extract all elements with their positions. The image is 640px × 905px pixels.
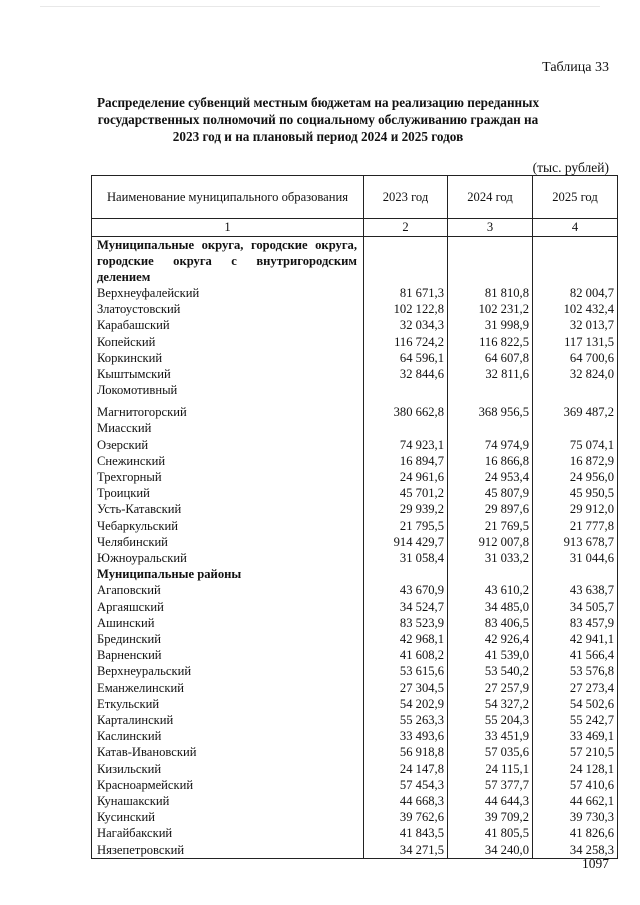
value-2025: 44 662,1 bbox=[533, 793, 618, 809]
table-row bbox=[92, 398, 618, 420]
table-row bbox=[92, 842, 618, 859]
group-header: Муниципальные округа, городские округа, городские округа с внутригородским делением bbox=[92, 237, 364, 286]
municipality-name: Еманжелинский bbox=[92, 680, 364, 696]
value-2025: 45 950,5 bbox=[533, 485, 618, 501]
value-2023: 32 034,3 bbox=[364, 317, 448, 333]
municipality-name: Красноармейский bbox=[92, 777, 364, 793]
value-2024: 81 810,8 bbox=[448, 285, 533, 301]
value-2024 bbox=[448, 420, 533, 436]
units-label: (тыс. рублей) bbox=[532, 160, 609, 175]
value-2023: 914 429,7 bbox=[364, 534, 448, 550]
table-row bbox=[92, 663, 618, 679]
table-row bbox=[92, 350, 618, 366]
value-2024: 21 769,5 bbox=[448, 518, 533, 534]
value-2023: 54 202,9 bbox=[364, 696, 448, 712]
column-index: 4 bbox=[533, 219, 618, 237]
value-2024: 32 811,6 bbox=[448, 366, 533, 382]
municipality-name: Нязепетровский bbox=[92, 842, 364, 859]
table-row bbox=[92, 615, 618, 631]
value-2025: 117 131,5 bbox=[533, 334, 618, 350]
value-2025: 83 457,9 bbox=[533, 615, 618, 631]
column-index: 3 bbox=[448, 219, 533, 237]
table-row bbox=[92, 317, 618, 333]
value-2024: 31 998,9 bbox=[448, 317, 533, 333]
empty-cell bbox=[448, 237, 533, 286]
empty-cell bbox=[364, 566, 448, 582]
municipality-name: Верхнеуральский bbox=[92, 663, 364, 679]
value-2025: 54 502,6 bbox=[533, 696, 618, 712]
value-2024: 39 709,2 bbox=[448, 809, 533, 825]
value-2025: 29 912,0 bbox=[533, 501, 618, 517]
value-2025: 34 258,3 bbox=[533, 842, 618, 859]
table-row bbox=[92, 631, 618, 647]
value-2023: 53 615,6 bbox=[364, 663, 448, 679]
table-title: Распределение субвенций местным бюджетам на реализацию переданных государственных полномочий по социальному обслуживанию граждан на 2023 год и на плановый период 2024 и 2025 годов bbox=[96, 95, 540, 144]
empty-cell bbox=[364, 237, 448, 286]
municipality-name: Снежинский bbox=[92, 453, 364, 469]
value-2023: 116 724,2 bbox=[364, 334, 448, 350]
municipality-name: Карабашский bbox=[92, 317, 364, 333]
value-2024: 57 035,6 bbox=[448, 744, 533, 760]
value-2024: 116 822,5 bbox=[448, 334, 533, 350]
value-2023: 34 271,5 bbox=[364, 842, 448, 859]
value-2025: 41 826,6 bbox=[533, 825, 618, 841]
municipality-name: Усть-Катавский bbox=[92, 501, 364, 517]
municipality-name: Кизильский bbox=[92, 761, 364, 777]
column-index-row bbox=[92, 219, 618, 237]
municipality-name: Кыштымский bbox=[92, 366, 364, 382]
value-2023: 39 762,6 bbox=[364, 809, 448, 825]
value-2024: 33 451,9 bbox=[448, 728, 533, 744]
value-2024: 31 033,2 bbox=[448, 550, 533, 566]
value-2023: 56 918,8 bbox=[364, 744, 448, 760]
municipality-name: Озерский bbox=[92, 437, 364, 453]
municipality-name: Копейский bbox=[92, 334, 364, 350]
value-2025: 27 273,4 bbox=[533, 680, 618, 696]
municipality-name: Магнитогорский bbox=[92, 398, 364, 420]
table-row bbox=[92, 680, 618, 696]
municipality-name: Карталинский bbox=[92, 712, 364, 728]
value-2025 bbox=[533, 420, 618, 436]
municipality-name: Южноуральский bbox=[92, 550, 364, 566]
value-2023: 34 524,7 bbox=[364, 599, 448, 615]
value-2024: 42 926,4 bbox=[448, 631, 533, 647]
page-number: 1097 bbox=[582, 856, 609, 871]
value-2024: 57 377,7 bbox=[448, 777, 533, 793]
table-row bbox=[92, 420, 618, 436]
value-2025: 41 566,4 bbox=[533, 647, 618, 663]
table-row bbox=[92, 485, 618, 501]
municipality-name: Челябинский bbox=[92, 534, 364, 550]
table-row bbox=[92, 366, 618, 382]
value-2024: 29 897,6 bbox=[448, 501, 533, 517]
value-2024: 53 540,2 bbox=[448, 663, 533, 679]
value-2024 bbox=[448, 382, 533, 398]
municipality-name: Чебаркульский bbox=[92, 518, 364, 534]
value-2023: 74 923,1 bbox=[364, 437, 448, 453]
value-2025: 913 678,7 bbox=[533, 534, 618, 550]
value-2024: 54 327,2 bbox=[448, 696, 533, 712]
value-2025: 34 505,7 bbox=[533, 599, 618, 615]
value-2023: 380 662,8 bbox=[364, 398, 448, 420]
header-2023: 2023 год bbox=[364, 176, 448, 219]
value-2024: 34 485,0 bbox=[448, 599, 533, 615]
value-2023: 24 147,8 bbox=[364, 761, 448, 777]
value-2025: 369 487,2 bbox=[533, 398, 618, 420]
table-row bbox=[92, 825, 618, 841]
value-2025: 102 432,4 bbox=[533, 301, 618, 317]
table-row bbox=[92, 777, 618, 793]
municipality-name: Трехгорный bbox=[92, 469, 364, 485]
value-2025: 16 872,9 bbox=[533, 453, 618, 469]
value-2024: 45 807,9 bbox=[448, 485, 533, 501]
municipality-name: Ашинский bbox=[92, 615, 364, 631]
table-row bbox=[92, 728, 618, 744]
value-2023: 42 968,1 bbox=[364, 631, 448, 647]
table-row bbox=[92, 712, 618, 728]
subvention-table bbox=[91, 175, 618, 859]
value-2023: 27 304,5 bbox=[364, 680, 448, 696]
value-2023: 41 608,2 bbox=[364, 647, 448, 663]
table-row bbox=[92, 582, 618, 598]
municipality-name: Кусинский bbox=[92, 809, 364, 825]
table-row bbox=[92, 382, 618, 398]
value-2024: 102 231,2 bbox=[448, 301, 533, 317]
value-2023: 33 493,6 bbox=[364, 728, 448, 744]
value-2024: 41 539,0 bbox=[448, 647, 533, 663]
value-2023: 57 454,3 bbox=[364, 777, 448, 793]
header-row bbox=[92, 176, 618, 219]
municipality-name: Брединский bbox=[92, 631, 364, 647]
value-2024: 16 866,8 bbox=[448, 453, 533, 469]
value-2023: 21 795,5 bbox=[364, 518, 448, 534]
value-2024: 24 953,4 bbox=[448, 469, 533, 485]
value-2023: 55 263,3 bbox=[364, 712, 448, 728]
table-row bbox=[92, 334, 618, 350]
value-2025: 32 013,7 bbox=[533, 317, 618, 333]
municipality-name: Аргаяшский bbox=[92, 599, 364, 615]
value-2024: 368 956,5 bbox=[448, 398, 533, 420]
value-2023: 64 596,1 bbox=[364, 350, 448, 366]
value-2024: 24 115,1 bbox=[448, 761, 533, 777]
table-row bbox=[92, 599, 618, 615]
group-header-row bbox=[92, 566, 618, 582]
header-2025: 2025 год bbox=[533, 176, 618, 219]
empty-cell bbox=[533, 566, 618, 582]
value-2024: 55 204,3 bbox=[448, 712, 533, 728]
table-row bbox=[92, 453, 618, 469]
empty-cell bbox=[533, 237, 618, 286]
municipality-name: Коркинский bbox=[92, 350, 364, 366]
municipality-name: Катав-Ивановский bbox=[92, 744, 364, 760]
scan-edge-line bbox=[40, 6, 600, 7]
value-2023: 83 523,9 bbox=[364, 615, 448, 631]
value-2023 bbox=[364, 420, 448, 436]
value-2023: 24 961,6 bbox=[364, 469, 448, 485]
table-row bbox=[92, 534, 618, 550]
value-2024: 44 644,3 bbox=[448, 793, 533, 809]
table-row bbox=[92, 809, 618, 825]
value-2025: 55 242,7 bbox=[533, 712, 618, 728]
value-2025: 53 576,8 bbox=[533, 663, 618, 679]
value-2025: 57 410,6 bbox=[533, 777, 618, 793]
value-2024: 34 240,0 bbox=[448, 842, 533, 859]
value-2025: 33 469,1 bbox=[533, 728, 618, 744]
value-2023: 45 701,2 bbox=[364, 485, 448, 501]
municipality-name: Локомотивный bbox=[92, 382, 364, 398]
municipality-name: Варненский bbox=[92, 647, 364, 663]
column-index: 2 bbox=[364, 219, 448, 237]
value-2023: 29 939,2 bbox=[364, 501, 448, 517]
value-2025: 31 044,6 bbox=[533, 550, 618, 566]
table-label: Таблица 33 bbox=[542, 60, 609, 75]
table-row bbox=[92, 437, 618, 453]
value-2025: 32 824,0 bbox=[533, 366, 618, 382]
value-2025: 21 777,8 bbox=[533, 518, 618, 534]
value-2024: 27 257,9 bbox=[448, 680, 533, 696]
value-2025 bbox=[533, 382, 618, 398]
municipality-name: Миасский bbox=[92, 420, 364, 436]
value-2024: 41 805,5 bbox=[448, 825, 533, 841]
value-2023: 81 671,3 bbox=[364, 285, 448, 301]
value-2024: 64 607,8 bbox=[448, 350, 533, 366]
value-2023 bbox=[364, 382, 448, 398]
value-2025: 24 956,0 bbox=[533, 469, 618, 485]
municipality-name: Троицкий bbox=[92, 485, 364, 501]
table-row bbox=[92, 501, 618, 517]
value-2025: 82 004,7 bbox=[533, 285, 618, 301]
table-row bbox=[92, 550, 618, 566]
table-row bbox=[92, 744, 618, 760]
value-2024: 83 406,5 bbox=[448, 615, 533, 631]
table-row bbox=[92, 518, 618, 534]
value-2024: 74 974,9 bbox=[448, 437, 533, 453]
municipality-name: Кунашакский bbox=[92, 793, 364, 809]
table-body bbox=[92, 237, 618, 859]
table-row bbox=[92, 761, 618, 777]
value-2023: 43 670,9 bbox=[364, 582, 448, 598]
header-name: Наименование муниципального образования bbox=[92, 176, 364, 219]
value-2023: 16 894,7 bbox=[364, 453, 448, 469]
municipality-name: Еткульский bbox=[92, 696, 364, 712]
column-index: 1 bbox=[92, 219, 364, 237]
value-2023: 44 668,3 bbox=[364, 793, 448, 809]
table-row bbox=[92, 793, 618, 809]
value-2023: 31 058,4 bbox=[364, 550, 448, 566]
value-2023: 41 843,5 bbox=[364, 825, 448, 841]
group-header-row bbox=[92, 237, 618, 286]
value-2025: 39 730,3 bbox=[533, 809, 618, 825]
value-2023: 32 844,6 bbox=[364, 366, 448, 382]
municipality-name: Верхнеуфалейский bbox=[92, 285, 364, 301]
value-2025: 57 210,5 bbox=[533, 744, 618, 760]
value-2025: 75 074,1 bbox=[533, 437, 618, 453]
table-row bbox=[92, 696, 618, 712]
table-row bbox=[92, 647, 618, 663]
table-row bbox=[92, 469, 618, 485]
value-2025: 64 700,6 bbox=[533, 350, 618, 366]
value-2025: 42 941,1 bbox=[533, 631, 618, 647]
table-row bbox=[92, 285, 618, 301]
header-2024: 2024 год bbox=[448, 176, 533, 219]
value-2024: 43 610,2 bbox=[448, 582, 533, 598]
municipality-name: Агаповский bbox=[92, 582, 364, 598]
empty-cell bbox=[448, 566, 533, 582]
value-2023: 102 122,8 bbox=[364, 301, 448, 317]
municipality-name: Каслинский bbox=[92, 728, 364, 744]
group-header: Муниципальные районы bbox=[92, 566, 364, 582]
municipality-name: Нагайбакский bbox=[92, 825, 364, 841]
value-2024: 912 007,8 bbox=[448, 534, 533, 550]
table-row bbox=[92, 301, 618, 317]
value-2025: 43 638,7 bbox=[533, 582, 618, 598]
municipality-name: Златоустовский bbox=[92, 301, 364, 317]
value-2025: 24 128,1 bbox=[533, 761, 618, 777]
